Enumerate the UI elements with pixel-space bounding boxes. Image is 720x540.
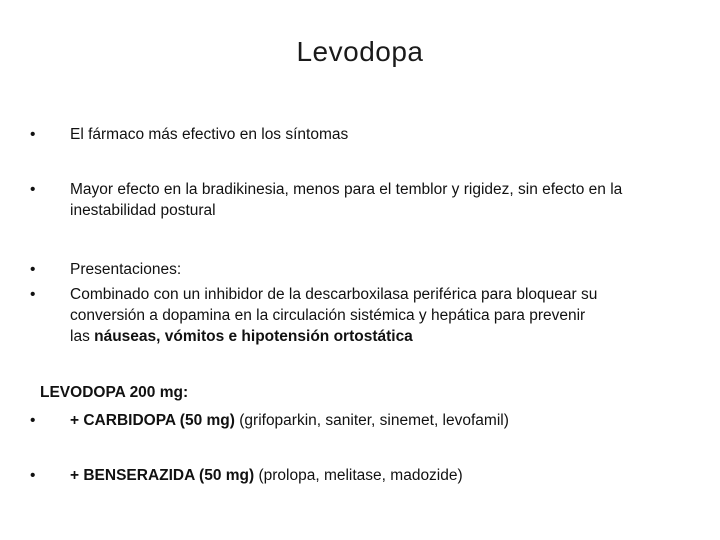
combo-text <box>70 410 690 431</box>
combo-bold: + CARBIDOPA (50 mg) <box>70 412 235 429</box>
bullet-icon: • <box>30 261 36 278</box>
dose-heading: LEVODOPA 200 mg: <box>40 384 189 401</box>
combinado-line-1: Combinado con un inhibidor de la descarboxilasa periférica para bloquear su <box>70 286 598 303</box>
bullet-item-efectivo <box>30 124 690 145</box>
combo-rest: (prolopa, melitase, madozide) <box>254 467 463 484</box>
combo-rest: (grifoparkin, saniter, sinemet, levofamil) <box>234 412 509 429</box>
bullet-icon: • <box>30 126 36 143</box>
combinado-text <box>70 284 690 347</box>
combo-bold: + BENSERAZIDA (50 mg) <box>70 467 255 484</box>
bullet-text: Mayor efecto en la bradikinesia, menos para el temblor y rigidez, sin efecto en la inestabilidad postural <box>70 181 623 219</box>
combinado-line-3-bold: náuseas, vómitos e hipotensión ortostática <box>94 328 413 345</box>
bullet-icon: • <box>30 181 36 198</box>
combo-item-benserazida <box>30 465 690 486</box>
bullet-item-combinado <box>30 284 690 347</box>
bullet-item-presentaciones <box>30 259 690 280</box>
combinado-line-3-prefix: las <box>70 328 95 345</box>
bullet-text: El fármaco más efectivo en los síntomas <box>70 126 349 143</box>
bullet-icon: • <box>30 467 36 484</box>
combo-item-carbidopa <box>30 410 690 431</box>
combinado-line-2: conversión a dopamina en la circulación sistémica y hepática para prevenir <box>70 307 586 324</box>
bullet-text: Presentaciones: <box>70 261 182 278</box>
bullet-item-bradikinesia <box>30 179 690 221</box>
slide-title: Levodopa <box>296 36 424 67</box>
bullet-icon: • <box>30 286 36 303</box>
bullet-icon: • <box>30 412 36 429</box>
combo-text <box>70 465 690 486</box>
